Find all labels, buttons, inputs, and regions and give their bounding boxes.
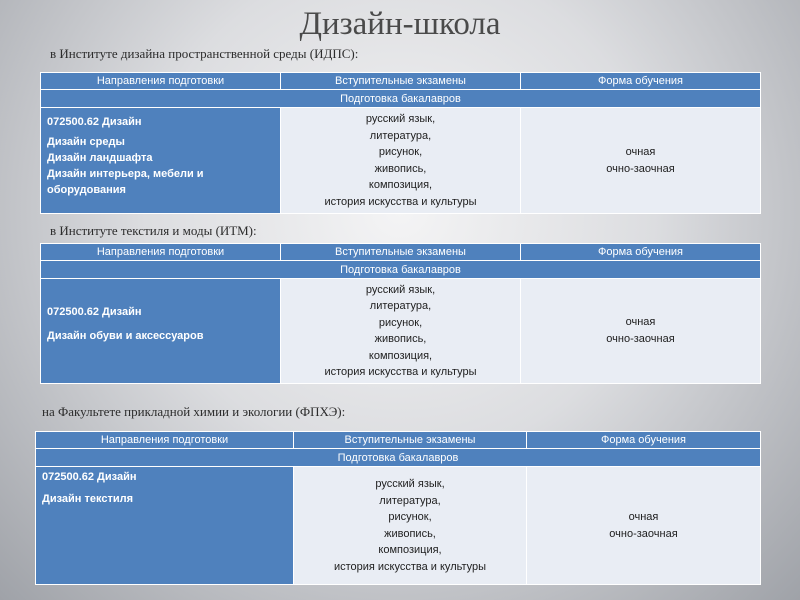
direction-item: Дизайн среды [47, 136, 125, 148]
exam-item: живопись, [374, 333, 427, 345]
table-row [41, 279, 761, 384]
section-caption-itm: в Институте текстиля и моды (ИТМ): [50, 223, 257, 238]
header-directions: Направления подготовки [41, 244, 281, 261]
form-item: очно-заочная [609, 527, 678, 540]
table-itm [40, 243, 761, 384]
section-caption-fpche: на Факультете прикладной химии и экологии (ФПХЭ): [42, 404, 346, 419]
exam-item: литература, [369, 300, 432, 312]
header-form: Форма обучения [521, 244, 761, 261]
directions-cell [41, 108, 281, 214]
direction-item: Дизайн интерьера, мебели и [47, 168, 204, 180]
exam-item: композиция, [368, 179, 433, 191]
form-cell [521, 279, 761, 384]
exam-item: история искусства и культуры [333, 560, 487, 573]
table-fpche [35, 431, 761, 585]
header-directions: Направления подготовки [36, 432, 294, 449]
subheader-bachelor: Подготовка бакалавров [41, 90, 761, 108]
page-title: Дизайн-школа [299, 6, 501, 42]
exams-cell [281, 279, 521, 384]
exam-item: композиция, [368, 349, 433, 362]
form-item: очно-заочная [606, 333, 675, 345]
exam-item: живопись, [384, 527, 436, 540]
form-cell [521, 108, 761, 214]
exam-item: литература, [369, 129, 432, 142]
exams-cell [281, 108, 521, 214]
exam-item: история искусства и культуры [324, 366, 477, 378]
direction-item: оборудования [47, 184, 126, 196]
direction-item: Дизайн текстиля [42, 493, 134, 505]
exam-item: рисунок, [378, 316, 423, 329]
form-item: очная [625, 145, 656, 158]
header-form: Форма обучения [521, 73, 761, 90]
subheader-bachelor: Подготовка бакалавров [41, 261, 761, 279]
direction-item: Дизайн обуви и аксессуаров [47, 330, 204, 342]
header-directions: Направления подготовки [41, 73, 281, 90]
exam-item: русский язык, [365, 283, 436, 296]
directions-cell [41, 279, 281, 384]
table-idps [40, 72, 761, 214]
table-header-row [41, 73, 761, 90]
table-subheader-row [36, 449, 761, 467]
form-item: очно-заочная [606, 162, 675, 175]
header-exams: Вступительные экзамены [294, 432, 527, 449]
table-subheader-row [41, 261, 761, 279]
exam-item: русский язык, [365, 113, 436, 125]
table-row [41, 108, 761, 214]
exam-item: живопись, [374, 162, 427, 175]
subheader-bachelor: Подготовка бакалавров [36, 449, 761, 467]
program-code: 072500.62 Дизайн [47, 306, 142, 318]
header-exams: Вступительные экзамены [281, 73, 521, 90]
header-form: Форма обучения [527, 432, 761, 449]
exam-item: композиция, [378, 544, 442, 556]
exam-item: рисунок, [378, 146, 423, 158]
program-code: 072500.62 Дизайн [47, 116, 142, 128]
exams-cell [294, 467, 527, 585]
exam-item: русский язык, [375, 478, 445, 490]
program-code: 072500.62 Дизайн [42, 471, 137, 483]
form-item: очная [628, 510, 659, 523]
table-subheader-row [41, 90, 761, 108]
section-caption-idps: в Институте дизайна пространственной среды (ИДПС): [50, 46, 359, 61]
table-header-row [41, 244, 761, 261]
exam-item: история искусства и культуры [324, 195, 477, 208]
form-item: очная [625, 316, 656, 328]
directions-cell [36, 467, 294, 585]
table-header-row [36, 432, 761, 449]
header-exams: Вступительные экзамены [281, 244, 521, 261]
direction-item: Дизайн ландшафта [47, 152, 153, 164]
table-row [36, 467, 761, 585]
form-cell [527, 467, 761, 585]
exam-item: рисунок, [388, 511, 432, 523]
exam-item: литература, [379, 494, 441, 507]
